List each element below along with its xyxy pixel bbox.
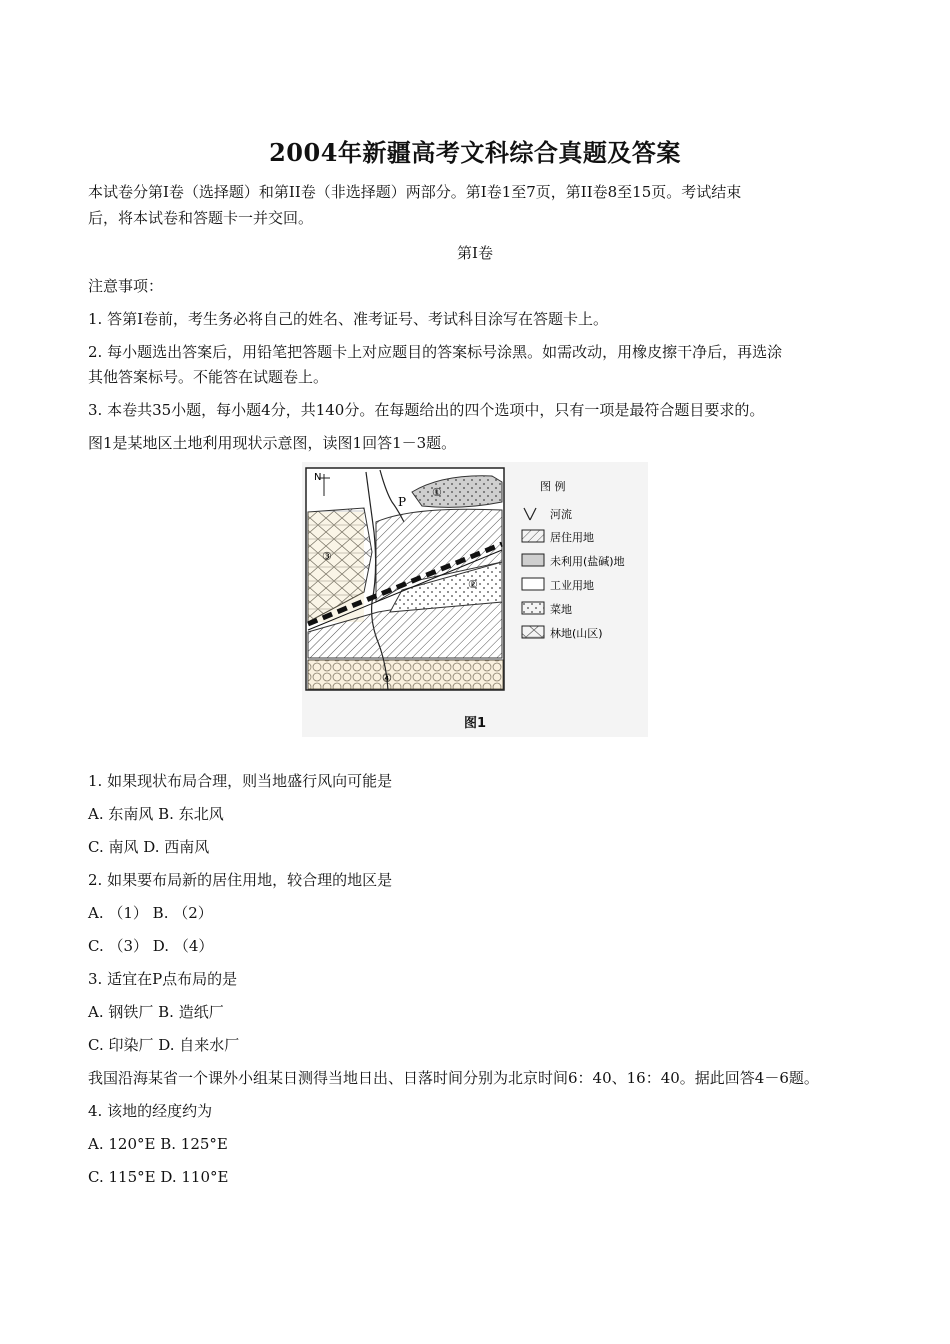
question-3: 3. 适宜在P点布局的是 <box>88 970 238 988</box>
legend-industrial: 工业用地 <box>550 579 594 592</box>
section-heading: 第Ⅰ卷 <box>457 244 493 262</box>
question-2-options-ab: A. （1） B. （2） <box>88 904 213 922</box>
question-2-options-cd: C. （3） D. （4） <box>88 937 214 955</box>
question-4-options-ab: A. 120°E B. 125°E <box>88 1135 228 1153</box>
passage-intro-4-6: 我国沿海某省一个课外小组某日测得当地日出、日落时间分别为北京时间6：40、16：40。据此回答4－6题。 <box>88 1069 819 1087</box>
question-1: 1. 如果现状布局合理，则当地盛行风向可能是 <box>88 772 393 790</box>
notice-item-1: 1. 答第Ⅰ卷前，考生务必将自己的姓名、准考证号、考试科目涂写在答题卡上。 <box>88 310 609 328</box>
question-4: 4. 该地的经度约为 <box>88 1102 213 1120</box>
point-p-label: P <box>398 495 407 509</box>
notice-item-2-line2: 其他答案标号。不能答在试题卷上。 <box>88 368 329 386</box>
marker-2: ② <box>468 578 478 591</box>
question-1-options-cd: C. 南风 D. 西南风 <box>88 838 210 856</box>
notice-title: 注意事项： <box>88 277 164 295</box>
legend-saline-icon <box>522 554 544 566</box>
marker-4: ④ <box>382 672 392 685</box>
figure-caption: 图1 <box>463 716 487 731</box>
figure-intro: 图1是某地区土地利用现状示意图，读图1回答1－3题。 <box>88 434 457 452</box>
legend-residential-icon <box>522 530 544 542</box>
legend-industrial-icon <box>522 578 544 590</box>
question-3-options-cd: C. 印染厂 D. 自来水厂 <box>88 1036 240 1054</box>
question-4-options-cd: C. 115°E D. 110°E <box>88 1168 229 1186</box>
legend-river: 河流 <box>550 508 572 521</box>
land-use-map-figure <box>302 462 648 737</box>
north-arrow-icon: N <box>314 472 322 483</box>
marker-3: ③ <box>322 550 332 563</box>
marker-1: ① <box>432 486 442 499</box>
land-use-map <box>302 462 648 737</box>
intro-text-line2: 后，将本试卷和答题卡一并交回。 <box>88 209 314 227</box>
legend-saline: 未利用(盐碱)地 <box>550 555 625 568</box>
legend-title: 图 例 <box>540 480 566 493</box>
legend-vegetable: 菜地 <box>550 603 572 616</box>
legend-forest-icon <box>522 626 544 638</box>
legend-forest: 林地(山区) <box>550 627 603 640</box>
legend-river-icon <box>524 508 536 520</box>
notice-item-2-line1: 2. 每小题选出答案后，用铅笔把答题卡上对应题目的答案标号涂黑。如需改动，用橡皮擦干净后，再选涂 <box>88 343 783 361</box>
question-2: 2. 如果要布局新的居住用地，较合理的地区是 <box>88 871 393 889</box>
legend-residential: 居住用地 <box>550 531 594 544</box>
legend-vegetable-icon <box>522 602 544 614</box>
intro-text-line1: 本试卷分第Ⅰ卷（选择题）和第II卷（非选择题）两部分。第Ⅰ卷1至7页，第II卷8至15页。考试结束 <box>88 183 742 201</box>
question-3-options-ab: A. 钢铁厂 B. 造纸厂 <box>88 1003 224 1021</box>
page-title: 2004年新疆高考文科综合真题及答案 <box>269 138 681 167</box>
notice-item-3: 3. 本卷共35小题，每小题4分，共140分。在每题给出的四个选项中，只有一项是最符合题目要求的。 <box>88 401 765 419</box>
question-1-options-ab: A. 东南风 B. 东北风 <box>88 805 224 823</box>
